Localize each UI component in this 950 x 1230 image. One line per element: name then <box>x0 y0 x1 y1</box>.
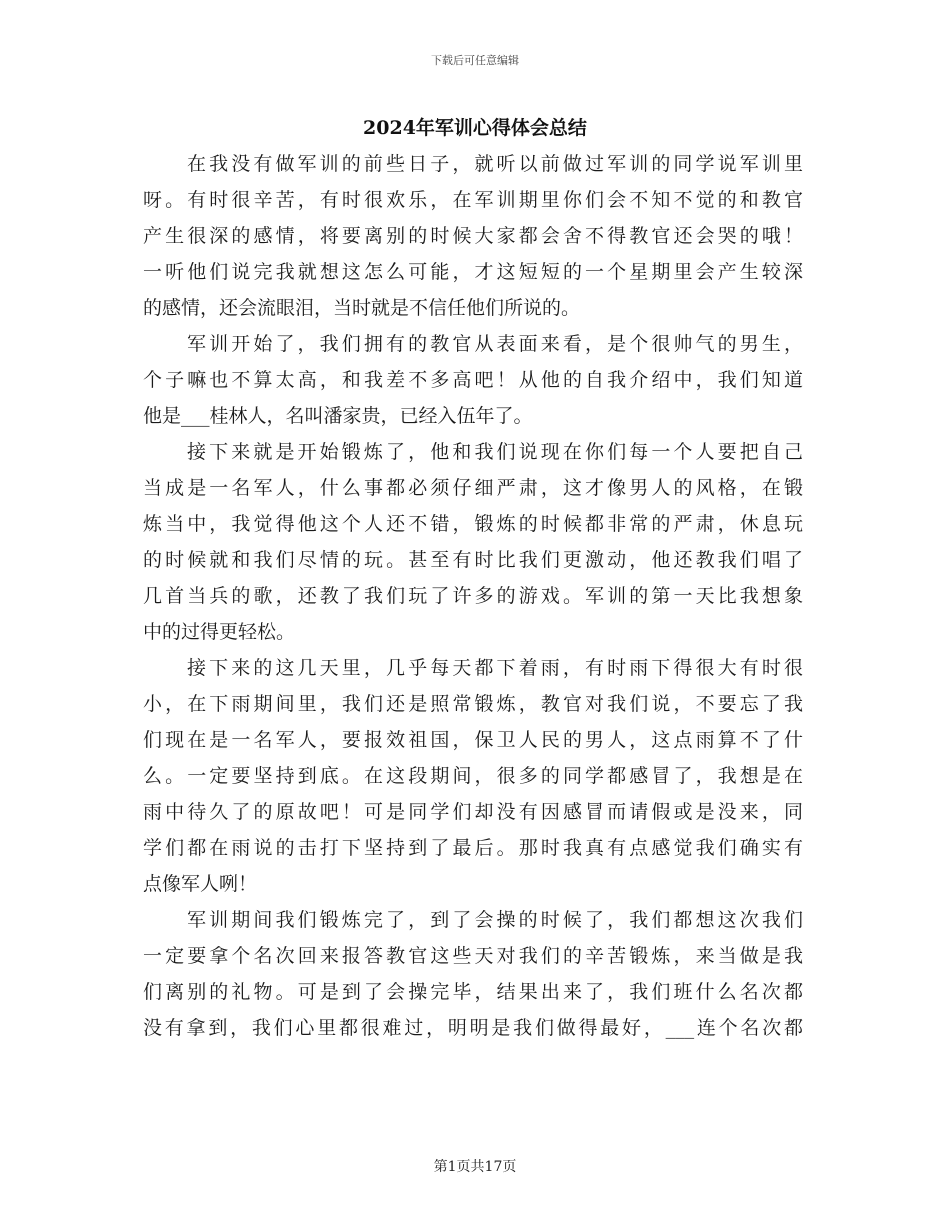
paragraph <box>143 146 803 326</box>
paragraph-line: 小，在下雨期间里，我们还是照常锻炼，教官对我们说，不要忘了我 <box>143 693 803 715</box>
page-header-note: 下载后可任意编辑 <box>431 54 519 67</box>
paragraph-line: 几首当兵的歌，还教了我们玩了许多的游戏。军训的第一天比我想象 <box>143 585 803 607</box>
paragraph-line: 一定要拿个名次回来报答教官这些天对我们的辛苦锻炼，来当做是我 <box>143 945 803 967</box>
paragraph-line: 呀。有时很辛苦，有时很欢乐，在军训期里你们会不知不觉的和教官 <box>143 189 803 211</box>
paragraph-line: 军训开始了，我们拥有的教官从表面来看，是个很帅气的男生， <box>187 333 803 355</box>
paragraph <box>143 650 803 902</box>
paragraph-line: 们离别的礼物。可是到了会操完毕，结果出来了，我们班什么名次都 <box>143 981 803 1003</box>
paragraph-line: 产生很深的感情，将要离别的时候大家都会舍不得教官还会哭的哦！ <box>143 225 803 247</box>
paragraph-line: 点像军人咧！ <box>143 873 258 895</box>
document-title: 2024年军训心得体会总结 <box>363 117 587 139</box>
paragraph <box>143 326 803 434</box>
page-number: 第1页共17页 <box>433 1159 517 1175</box>
paragraph-line: 当成是一名军人，什么事都必须仔细严肃，这才像男人的风格，在锻 <box>143 477 803 499</box>
paragraph-line: 学们都在雨说的击打下坚持到了最后。那时我真有点感觉我们确实有 <box>143 837 803 859</box>
paragraph-line: 雨中待久了的原故吧！可是同学们却没有因感冒而请假或是没来，同 <box>143 801 803 823</box>
paragraph-line: 在我没有做军训的前些日子，就听以前做过军训的同学说军训里 <box>187 153 803 175</box>
paragraph-line: 他是___桂林人，名叫潘家贵，已经入伍年了。 <box>143 405 533 427</box>
paragraph-line: 接下来就是开始锻炼了，他和我们说现在你们每一个人要把自己 <box>187 441 803 463</box>
paragraph-line: 军训期间我们锻炼完了，到了会操的时候了，我们都想这次我们 <box>187 909 803 931</box>
paragraph-line: 们现在是一名军人，要报效祖国，保卫人民的男人，这点雨算不了什 <box>143 729 803 751</box>
paragraph <box>143 434 803 650</box>
paragraph-line: 个子嘛也不算太高，和我差不多高吧！从他的自我介绍中，我们知道 <box>143 369 803 391</box>
paragraph-line: 的感情，还会流眼泪，当时就是不信任他们所说的。 <box>143 297 581 319</box>
paragraph <box>143 902 803 1046</box>
paragraph-line: 一听他们说完我就想这怎么可能，才这短短的一个星期里会产生较深 <box>143 261 803 283</box>
paragraph-line: 接下来的这几天里，几乎每天都下着雨，有时雨下得很大有时很 <box>187 657 803 679</box>
paragraph-line: 没有拿到，我们心里都很难过，明明是我们做得最好，___连个名次都 <box>143 1017 803 1039</box>
document-body <box>143 146 803 1046</box>
paragraph-line: 的时候就和我们尽情的玩。甚至有时比我们更激动，他还教我们唱了 <box>143 549 803 571</box>
paragraph-line: 中的过得更轻松。 <box>143 621 296 643</box>
paragraph-line: 么。一定要坚持到底。在这段期间，很多的同学都感冒了，我想是在 <box>143 765 803 787</box>
paragraph-line: 炼当中，我觉得他这个人还不错，锻炼的时候都非常的严肃，休息玩 <box>143 513 803 535</box>
